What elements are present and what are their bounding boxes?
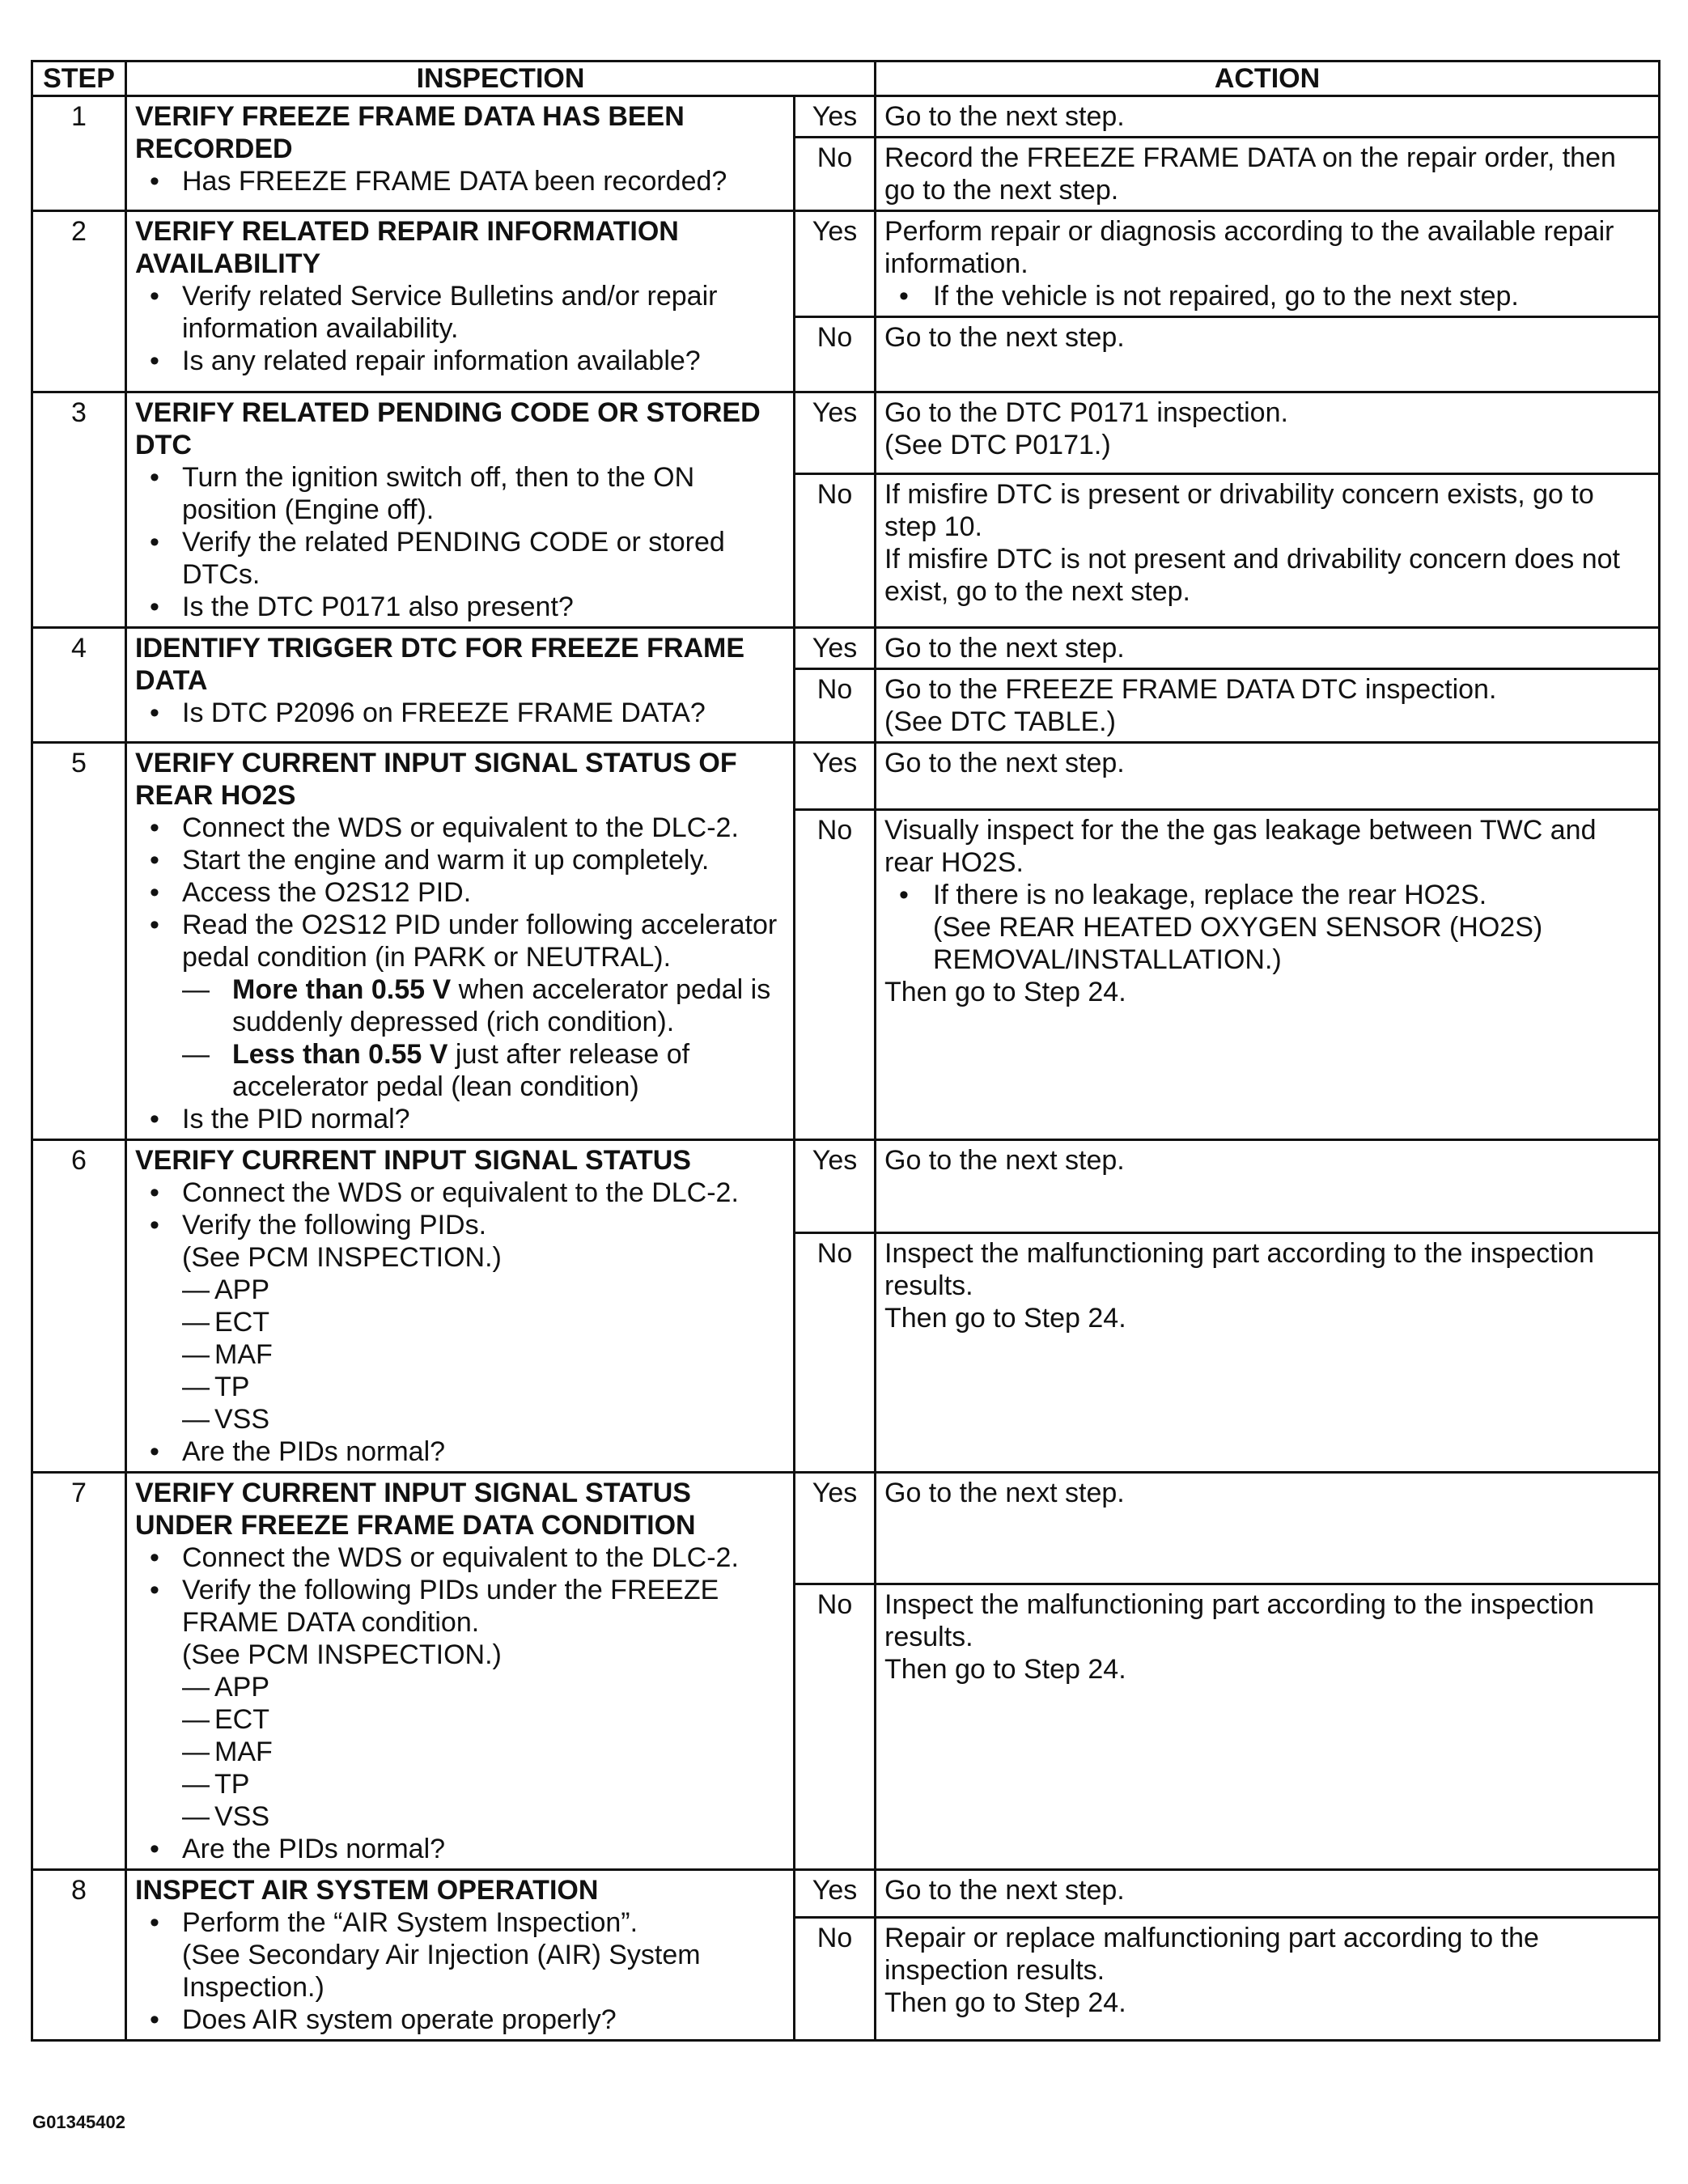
no-action-2: If misfire DTC is not present and drivability concern does not exist, go to the next step. [884,544,1620,608]
yes-label: Yes [795,211,876,317]
condition-rich [135,973,785,1038]
inspection-question: • Is the DTC P0171 also present? [135,591,785,623]
inspection-cell [126,628,795,743]
inspection-question: • Is DTC P2096 on FREEZE FRAME DATA? [135,697,785,729]
inspection-question: • Is the PID normal? [135,1103,785,1135]
pid-item: — APP [135,1671,785,1703]
header-inspection: INSPECTION [126,61,876,96]
no-label: No [795,138,876,211]
step-number: 6 [32,1140,126,1473]
yes-label: Yes [795,1870,876,1918]
table-row [32,1870,1660,1918]
inspection-cell [126,392,795,628]
pid-item: — ECT [135,1306,785,1338]
yes-label: Yes [795,1473,876,1584]
inspection-ref: (See Secondary Air Injection (AIR) System Inspection.) [182,1940,701,2003]
inspection-ref: (See PCM INSPECTION.) [182,1242,502,1273]
pid-item: — VSS [135,1403,785,1436]
no-action: If misfire DTC is present or drivability concern exists, go to step 10. [884,479,1594,543]
no-action: Inspect the malfunctioning part according to the inspection results. [884,1588,1594,1652]
yes-action: Go to the next step. [876,1870,1660,1918]
pid-item: — TP [135,1371,785,1403]
inspection-bullet: • Verify the following PIDs under the FREEZE FRAME DATA condition. [135,1574,785,1639]
yes-action: Go to the next step. [876,1473,1660,1584]
no-label: No [795,809,876,1139]
condition-lean-text: just after release of accelerator pedal (lean condition) [232,1039,690,1102]
yes-action-bullet: • If the vehicle is not repaired, go to the next step. [884,280,1650,312]
no-label: No [795,669,876,743]
inspection-cell [126,743,795,1140]
yes-action: Go to the DTC P0171 inspection. [884,397,1288,428]
no-action-cell [876,669,1660,743]
inspection-question: • Is any related repair information available? [135,345,785,377]
pid-item: — MAF [135,1338,785,1371]
table-row [32,1140,1660,1233]
inspection-bullet: • Turn the ignition switch off, then to the ON position (Engine off). [135,461,785,526]
inspection-bullet: • Perform the “AIR System Inspection”. [135,1906,785,1939]
yes-action: Go to the next step. [876,628,1660,669]
step-number: 1 [32,96,126,211]
table-row [32,1473,1660,1584]
inspection-bullet: • Connect the WDS or equivalent to the DLC-2. [135,812,785,844]
yes-action-cell [876,211,1660,317]
step-number: 3 [32,392,126,628]
inspection-title: IDENTIFY TRIGGER DTC FOR FREEZE FRAME DATA [135,633,745,696]
no-label: No [795,474,876,628]
no-action-bullet: • If there is no leakage, replace the rear HO2S. [884,879,1650,911]
inspection-cell [126,211,795,392]
yes-action: Perform repair or diagnosis according to the available repair information. [884,216,1614,279]
table-row [32,628,1660,669]
pid-item: — APP [135,1274,785,1306]
no-action-cell [876,1584,1660,1869]
condition-rich-text: when accelerator pedal is suddenly depressed (rich condition). [232,974,771,1037]
inspection-title: VERIFY RELATED REPAIR INFORMATION AVAILABILITY [135,216,679,279]
inspection-bullet: • Verify the following PIDs. [135,1209,785,1241]
yes-label: Yes [795,392,876,474]
inspection-cell [126,1140,795,1473]
no-action-2: Then go to Step 24. [884,976,1126,1007]
no-action-2: Then go to Step 24. [884,1303,1126,1334]
no-action-ref: (See REAR HEATED OXYGEN SENSOR (HO2S) REMOVAL/INSTALLATION.) [933,911,1543,975]
pid-item: — TP [135,1768,785,1800]
no-action: Visually inspect for the the gas leakage between TWC and rear HO2S. [884,814,1597,878]
no-action: Inspect the malfunctioning part according to the inspection results. [884,1238,1594,1302]
yes-label: Yes [795,743,876,810]
no-action-cell [876,1918,1660,2041]
inspection-cell [126,96,795,211]
yes-action: Go to the next step. [876,743,1660,810]
diagnostic-table [31,60,1660,2042]
header-step: STEP [32,61,126,96]
table-row [32,392,1660,474]
no-action: Go to the FREEZE FRAME DATA DTC inspection. [884,674,1497,705]
inspection-title: VERIFY CURRENT INPUT SIGNAL STATUS OF REAR HO2S [135,748,737,811]
inspection-question: • Does AIR system operate properly? [135,2004,785,2036]
condition-lean [135,1038,785,1103]
inspection-bullet: • Connect the WDS or equivalent to the DLC-2. [135,1542,785,1574]
no-action-cell [876,809,1660,1139]
no-action: Go to the next step. [876,317,1660,392]
table-row [32,211,1660,317]
yes-action-ref: (See DTC P0171.) [884,430,1111,460]
no-action: Repair or replace malfunctioning part according to the inspection results. [884,1923,1539,1987]
yes-action-cell [876,392,1660,474]
step-number: 4 [32,628,126,743]
inspection-cell [126,1473,795,1870]
step-number: 8 [32,1870,126,2041]
yes-action: Go to the next step. [876,1140,1660,1233]
no-label: No [795,1584,876,1869]
inspection-bullet: • Verify related Service Bulletins and/or repair information availability. [135,280,785,345]
pid-item: — ECT [135,1703,785,1736]
no-action: Record the FREEZE FRAME DATA on the repair order, then go to the next step. [876,138,1660,211]
table-row [32,96,1660,138]
inspection-bullet: • Read the O2S12 PID under following accelerator pedal condition (in PARK or NEUTRAL). [135,909,785,973]
inspection-title: VERIFY RELATED PENDING CODE OR STORED DTC [135,397,761,460]
step-number: 2 [32,211,126,392]
no-action-cell [876,1233,1660,1473]
no-label: No [795,317,876,392]
yes-action: Go to the next step. [876,96,1660,138]
inspection-bullet: • Start the engine and warm it up completely. [135,844,785,876]
inspection-title: VERIFY CURRENT INPUT SIGNAL STATUS [135,1145,691,1176]
pid-item: — MAF [135,1736,785,1768]
step-number: 5 [32,743,126,1140]
inspection-question: • Has FREEZE FRAME DATA been recorded? [135,165,785,197]
inspection-question: • Are the PIDs normal? [135,1436,785,1468]
no-action-ref: (See DTC TABLE.) [884,706,1116,737]
figure-code: G01345402 [32,2112,125,2132]
table-row [32,743,1660,810]
no-label: No [795,1918,876,2041]
no-action-2: Then go to Step 24. [884,1987,1126,2019]
no-action-cell [876,474,1660,628]
inspection-cell [126,1870,795,2041]
yes-label: Yes [795,628,876,669]
inspection-title: VERIFY FREEZE FRAME DATA HAS BEEN RECORDED [135,101,685,164]
inspection-title: INSPECT AIR SYSTEM OPERATION [135,1875,599,1906]
inspection-bullet: • Connect the WDS or equivalent to the DLC-2. [135,1177,785,1209]
inspection-title: VERIFY CURRENT INPUT SIGNAL STATUS UNDER FREEZE FRAME DATA CONDITION [135,1478,696,1541]
no-action-2: Then go to Step 24. [884,1653,1126,1685]
step-number: 7 [32,1473,126,1870]
yes-label: Yes [795,96,876,138]
inspection-ref: (See PCM INSPECTION.) [182,1639,502,1670]
no-label: No [795,1233,876,1473]
inspection-bullet: • Access the O2S12 PID. [135,876,785,909]
header-action: ACTION [876,61,1660,96]
pid-item: — VSS [135,1800,785,1833]
inspection-question: • Are the PIDs normal? [135,1833,785,1865]
inspection-bullet: • Verify the related PENDING CODE or stored DTCs. [135,526,785,591]
yes-label: Yes [795,1140,876,1233]
condition-rich-value: More than 0.55 V [232,974,452,1005]
table-header-row [32,61,1660,96]
condition-lean-value: Less than 0.55 V [232,1039,448,1070]
